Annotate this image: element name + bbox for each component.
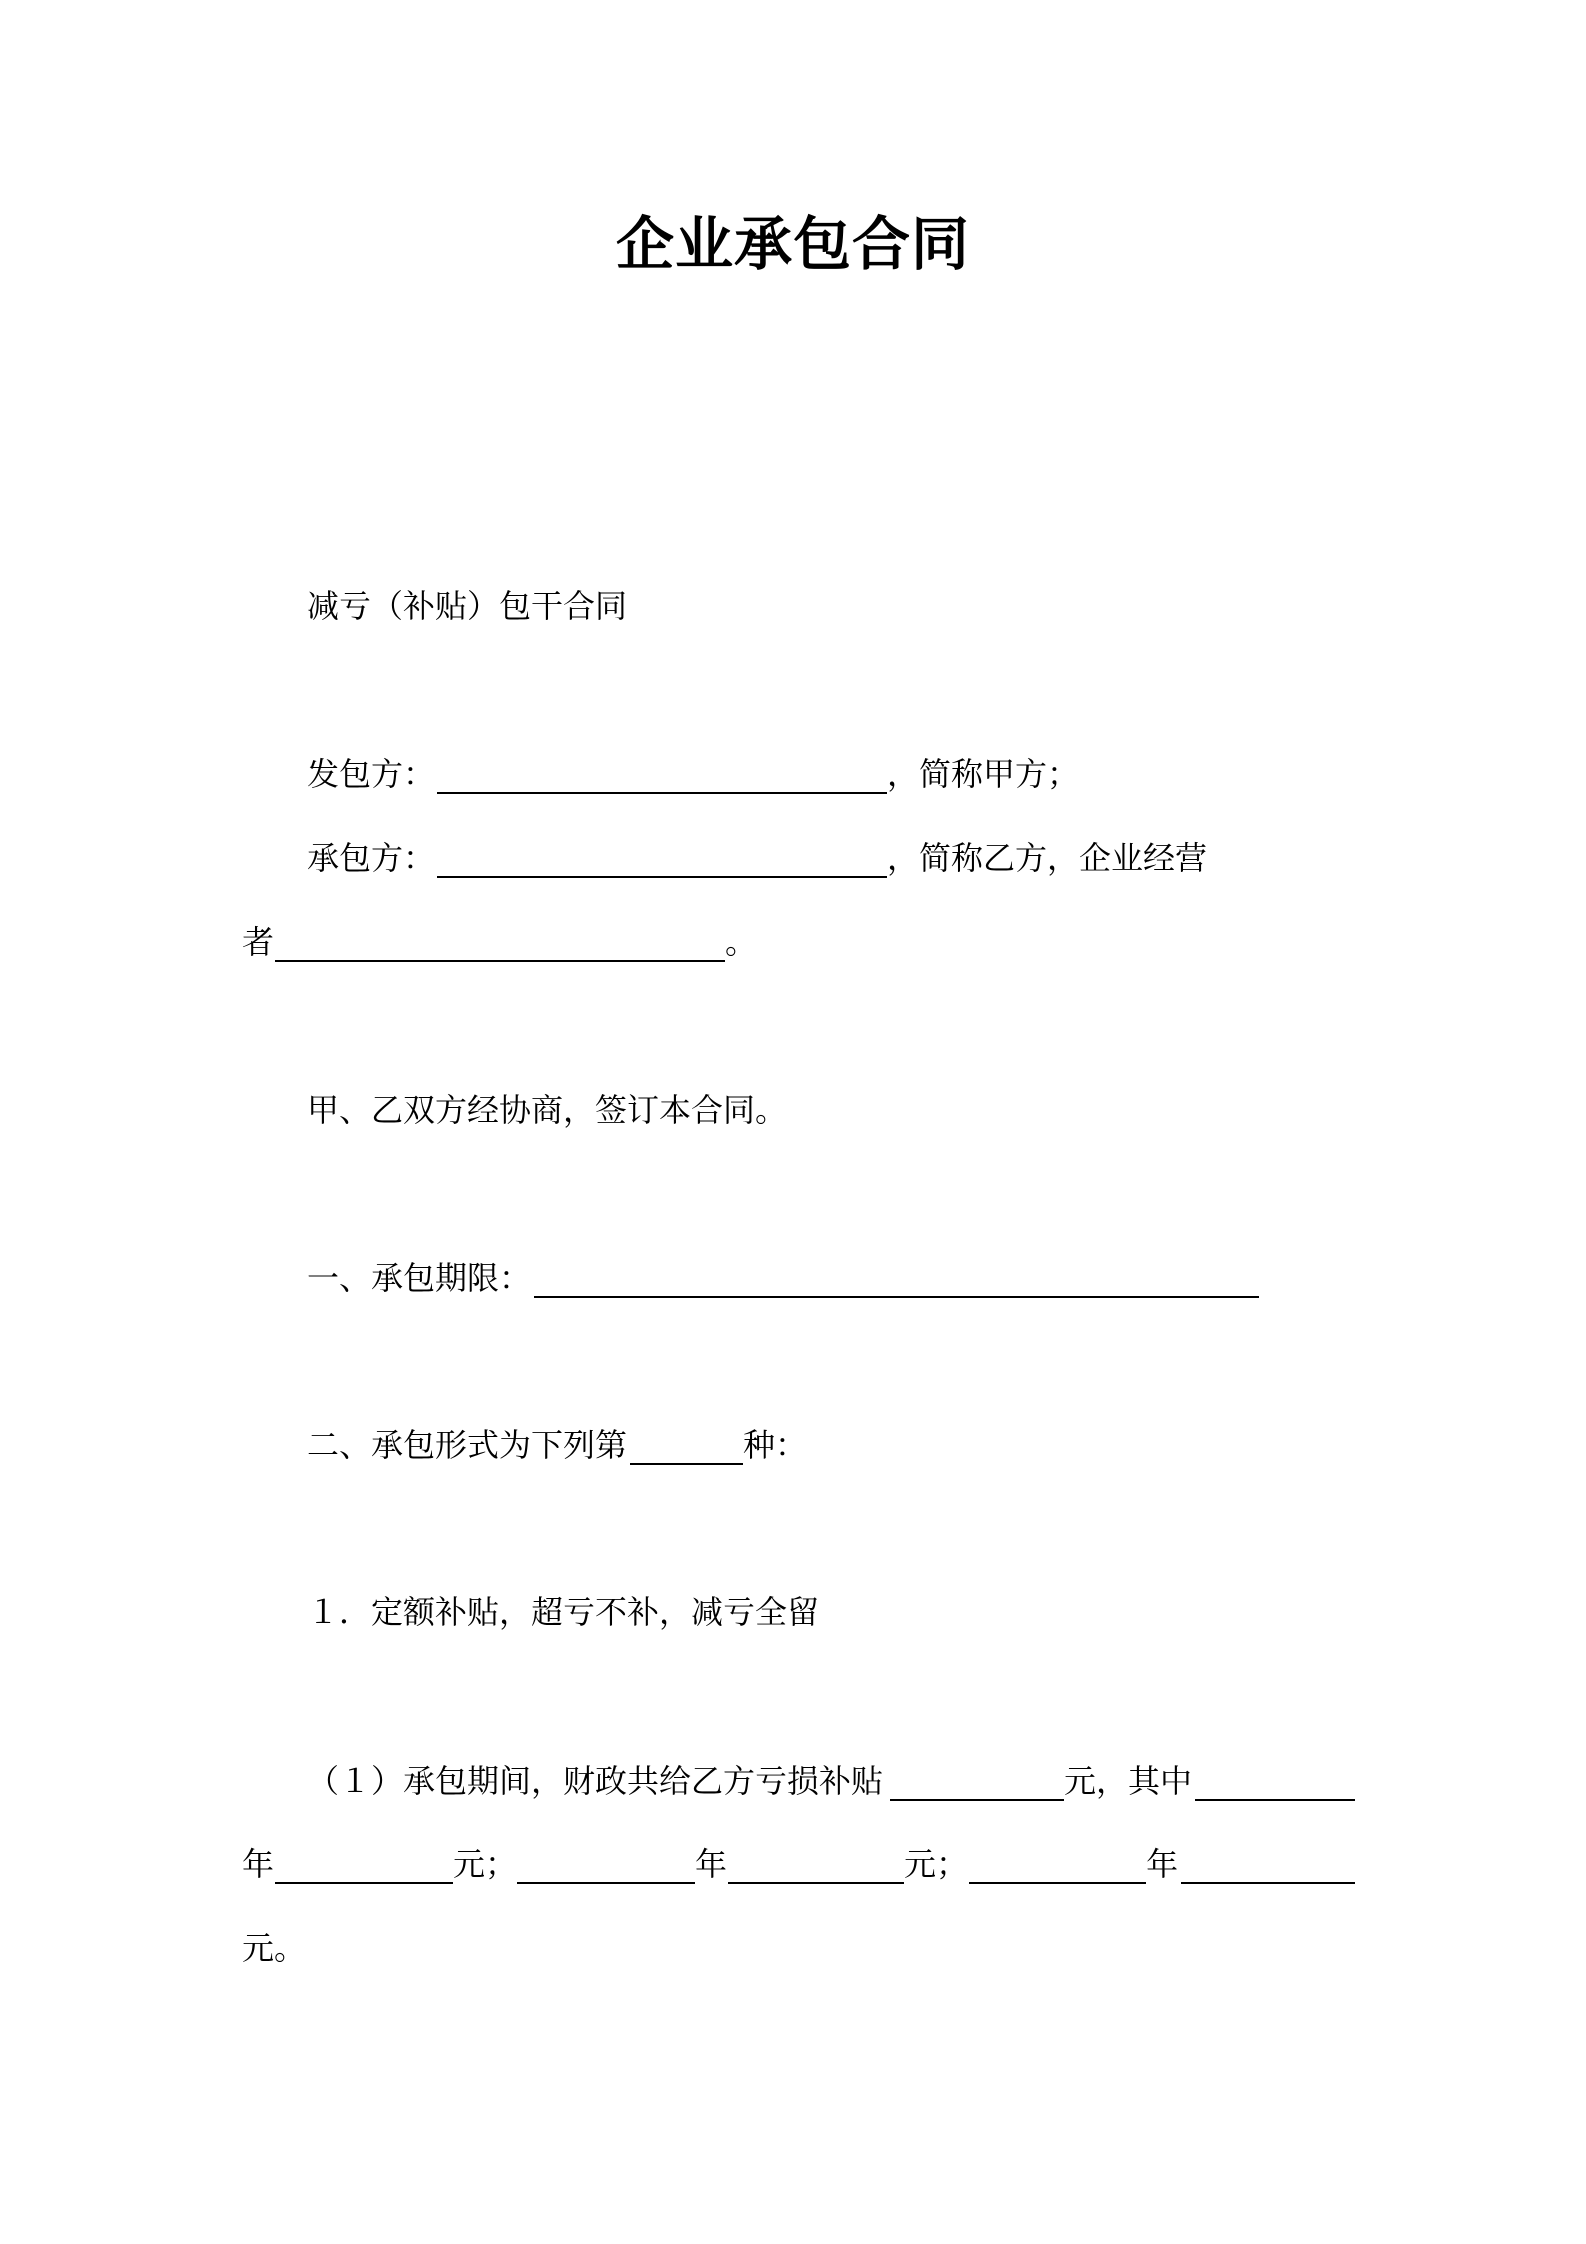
page-title: 企业承包合同 — [615, 210, 970, 278]
employer-label: 发包方： — [307, 755, 436, 793]
contract-term-blank — [534, 1256, 1259, 1298]
clause-form-suffix: 种： — [743, 1426, 808, 1464]
clause-form-prefix: 二、承包形式为下列第 — [307, 1426, 628, 1464]
total-subsidy-blank — [890, 1759, 1064, 1801]
subsidy-prefix: （１）承包期间，财政共给乙方亏损补贴 — [307, 1762, 884, 1800]
clause-term-label: 一、承包期限： — [307, 1259, 532, 1297]
yuan-end: 元。 — [242, 1929, 307, 1967]
subsidy-line-3 — [242, 1926, 306, 1970]
operator-label: 者 — [242, 923, 275, 961]
contract-subtitle: 减亏（补贴）包干合同 — [307, 587, 628, 625]
year-1-blank — [1195, 1759, 1355, 1801]
employer-name-blank — [437, 752, 887, 794]
employer-suffix: ，简称甲方； — [887, 755, 1080, 793]
subsidy-line-1 — [307, 1759, 1355, 1803]
year-2-blank — [517, 1842, 695, 1884]
form-number-blank — [630, 1423, 743, 1465]
yuan-separator: 元； — [904, 1845, 969, 1883]
clause-term-line — [307, 1256, 1259, 1300]
contractor-name-blank — [437, 836, 887, 878]
contractor-label: 承包方： — [307, 839, 436, 877]
option-heading: １．定额补贴，超亏不补，减亏全留 — [307, 1593, 820, 1631]
contractor-line — [307, 836, 1207, 880]
employer-line — [307, 752, 1079, 796]
operator-line — [242, 920, 757, 964]
amount-3-blank — [1181, 1842, 1355, 1884]
year-label: 年 — [695, 1845, 728, 1883]
operator-suffix: 。 — [725, 923, 758, 961]
amount-1-blank — [275, 1842, 453, 1884]
year-label: 年 — [242, 1845, 275, 1883]
year-label: 年 — [1146, 1845, 1179, 1883]
amount-2-blank — [728, 1842, 904, 1884]
yuan-separator: 元； — [453, 1845, 518, 1883]
clause-form-line — [307, 1423, 807, 1467]
year-3-blank — [969, 1842, 1146, 1884]
agreement-statement: 甲、乙双方经协商，签订本合同。 — [307, 1091, 788, 1129]
subsidy-of-which: 元，其中 — [1064, 1762, 1193, 1800]
operator-name-blank — [275, 920, 725, 962]
contractor-suffix: ，简称乙方，企业经营 — [887, 839, 1208, 877]
subsidy-line-2 — [242, 1842, 1355, 1886]
